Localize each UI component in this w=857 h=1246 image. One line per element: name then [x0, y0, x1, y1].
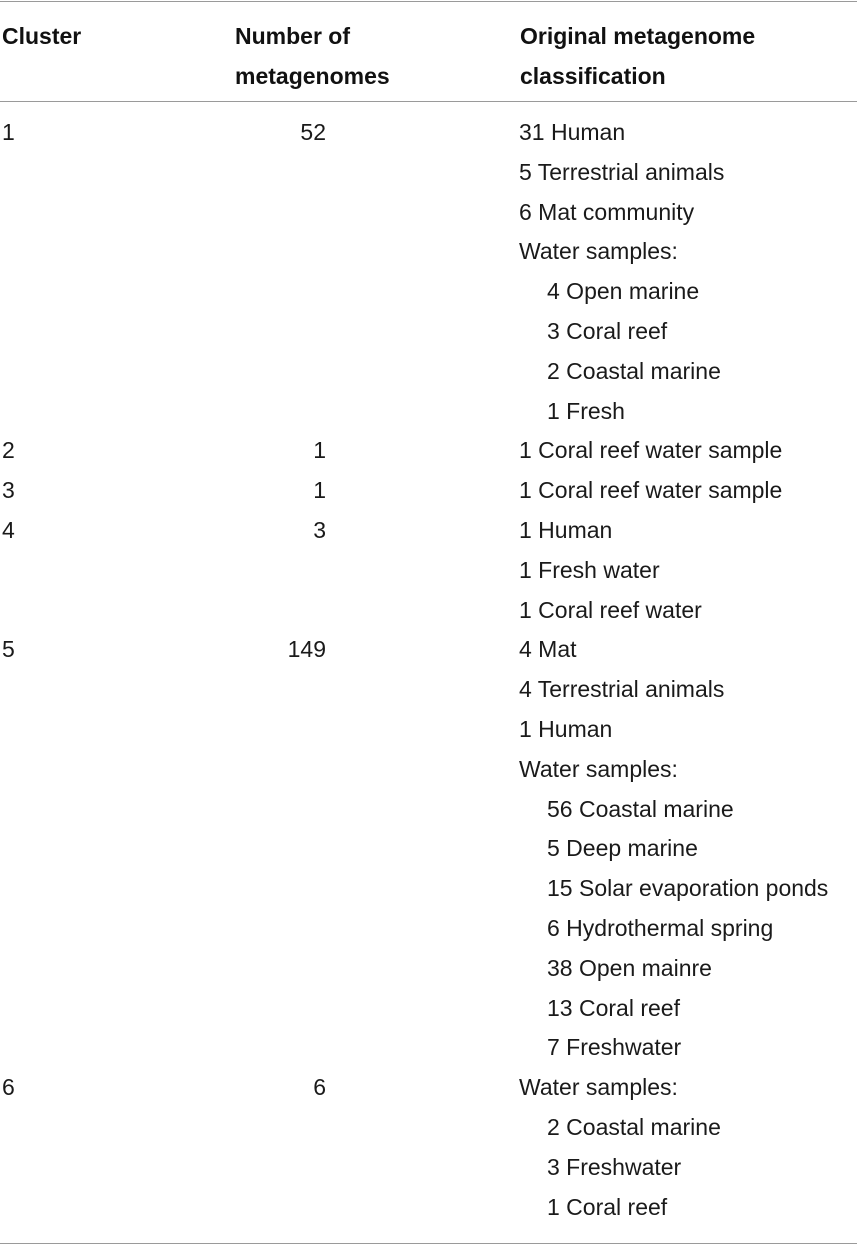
table-header	[0, 0, 857, 101]
classification-item: 1 Human	[519, 715, 613, 742]
classification-subitem: 5 Deep marine	[547, 835, 698, 862]
table-row	[0, 471, 857, 511]
cluster-id: 5	[2, 636, 15, 663]
metagenome-count: 6	[313, 1074, 326, 1101]
classification-item: Water samples:	[519, 755, 678, 782]
header-number-line1: Number of	[235, 23, 350, 49]
header-number-of-metagenomes	[235, 16, 390, 96]
classification-subitem: 15 Solar evaporation ponds	[547, 875, 829, 902]
classification-subitem: 2 Coastal marine	[547, 1113, 721, 1140]
classification-list	[519, 630, 857, 1068]
cluster-id: 6	[2, 1074, 15, 1101]
table-row	[0, 1068, 857, 1227]
classification-list	[519, 431, 857, 471]
classification-subitem: 4 Open marine	[547, 278, 700, 305]
header-classification-line2: classification	[520, 63, 666, 89]
classification-subitem: 1 Fresh	[547, 397, 625, 424]
classification-list	[519, 511, 857, 630]
table-row	[0, 630, 857, 1068]
classification-item: 4 Mat	[519, 636, 577, 663]
classification-subitem: 13 Coral reef	[547, 994, 680, 1021]
classification-list	[519, 471, 857, 511]
metagenome-count: 1	[313, 437, 326, 464]
classification-item: Water samples:	[519, 238, 678, 265]
classification-subitem: 6 Hydrothermal spring	[547, 914, 774, 941]
classification-item: Water samples:	[519, 1074, 678, 1101]
classification-item: 1 Human	[519, 516, 613, 543]
classification-subitem: 7 Freshwater	[547, 1034, 682, 1061]
header-cluster	[2, 16, 81, 56]
cluster-id: 1	[2, 119, 15, 145]
header-classification-line1: Original metagenome	[520, 23, 756, 49]
metagenome-count: 1	[313, 477, 326, 504]
metagenome-count: 52	[300, 119, 326, 145]
cluster-id: 2	[2, 437, 15, 464]
classification-subitem: 56 Coastal marine	[547, 795, 734, 822]
classification-item: 4 Terrestrial animals	[519, 676, 725, 703]
table-row	[0, 113, 857, 431]
classification-subitem: 3 Freshwater	[547, 1153, 682, 1180]
cluster-id: 3	[2, 477, 15, 504]
table-bottom-rule	[0, 1243, 857, 1244]
header-cluster-label: Cluster	[2, 23, 82, 49]
classification-item: 5 Terrestrial animals	[519, 158, 725, 185]
metagenome-count: 149	[287, 636, 326, 663]
classification-item: 6 Mat community	[519, 198, 695, 225]
header-number-line2: metagenomes	[235, 63, 390, 89]
classification-subitem: 3 Coral reef	[547, 317, 668, 344]
classification-item: 1 Coral reef water sample	[519, 477, 783, 504]
classification-item: 31 Human	[519, 119, 626, 145]
classification-subitem: 38 Open mainre	[547, 954, 712, 981]
classification-list	[519, 113, 857, 431]
header-original-classification	[520, 16, 755, 96]
classification-item: 1 Coral reef water sample	[519, 437, 783, 464]
header-bottom-rule	[0, 101, 857, 102]
table-row	[0, 511, 857, 630]
classification-list	[519, 1068, 857, 1227]
table-body	[0, 113, 857, 1227]
cluster-id: 4	[2, 516, 15, 543]
classification-subitem: 1 Coral reef	[547, 1193, 668, 1220]
classification-item: 1 Fresh water	[519, 556, 660, 583]
metagenome-count: 3	[313, 516, 326, 543]
classification-item: 1 Coral reef water	[519, 596, 702, 623]
table-row	[0, 431, 857, 471]
classification-subitem: 2 Coastal marine	[547, 357, 721, 384]
